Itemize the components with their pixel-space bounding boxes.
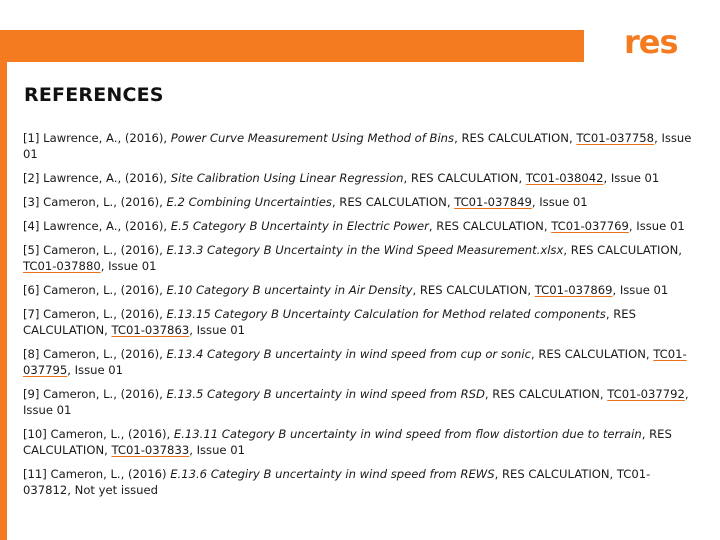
ref-org: RES CALCULATION, bbox=[436, 219, 548, 233]
ref-authors: Cameron, L., (2016), bbox=[43, 283, 163, 297]
ref-number: [4] bbox=[23, 219, 40, 233]
ref-issue: Issue 01 bbox=[196, 323, 245, 337]
ref-issue: Issue 01 bbox=[74, 363, 124, 377]
reference-item-10: [10] Cameron, L., (2016), E.13.11 Category B uncertainty in wind speed from flow distortion due to terrain, RES CALCULATION, TC01-037833, Issue 01 bbox=[23, 427, 672, 457]
ref-title: E.13.4 Category B uncertainty in wind speed from cup or sonic bbox=[166, 347, 531, 361]
ref-authors: Cameron, L., (2016), bbox=[50, 427, 171, 441]
ref-number: [1] bbox=[23, 131, 40, 145]
res-logo: res bbox=[624, 23, 678, 61]
ref-authors: Cameron, L., (2016), bbox=[43, 387, 163, 401]
ref-issue: Issue 01 bbox=[23, 131, 692, 161]
ref-org: RES CALCULATION, bbox=[492, 387, 604, 401]
reference-item-1: [1] Lawrence, A., (2016), Power Curve Measurement Using Method of Bins, RES CALCULATION, TC01-037758, Issue 01 bbox=[23, 131, 692, 161]
reference-item-5: [5] Cameron, L., (2016), E.13.3 Category B Uncertainty in the Wind Speed Measurement.xlsx, RES CALCULATION, TC01-037880, Issue 01 bbox=[23, 243, 682, 273]
ref-org: RES CALCULATION, bbox=[339, 195, 451, 209]
ref-code-link[interactable]: TC01-037758 bbox=[576, 131, 655, 145]
ref-issue: Issue 01 bbox=[610, 171, 660, 185]
ref-number: [8] bbox=[23, 347, 40, 361]
header-accent-bar bbox=[0, 30, 584, 62]
ref-code-link[interactable]: TC01-037795 bbox=[23, 347, 687, 377]
ref-issue: Issue 01 bbox=[619, 283, 669, 297]
ref-code-link[interactable]: TC01-037769 bbox=[551, 219, 629, 233]
ref-issue: Issue 01 bbox=[108, 259, 157, 273]
ref-code-link[interactable]: TC01-038042 bbox=[525, 171, 604, 185]
ref-issue: Not yet issued bbox=[74, 483, 159, 497]
reference-item-3: [3] Cameron, L., (2016), E.2 Combining Uncertainties, RES CALCULATION, TC01-037849, Issue 01 bbox=[23, 195, 588, 209]
reference-item-7: [7] Cameron, L., (2016), E.13.15 Category B Uncertainty Calculation for Method related components, RES CALCULATION, TC01-037863, Issue 01 bbox=[23, 307, 636, 337]
ref-org: RES CALCULATION, bbox=[23, 307, 636, 337]
ref-number: [10] bbox=[23, 427, 47, 441]
ref-authors: Cameron, L., (2016), bbox=[43, 243, 163, 257]
ref-org: RES CALCULATION, bbox=[410, 171, 523, 185]
ref-issue: Issue 01 bbox=[636, 219, 685, 233]
ref-authors: Cameron, L., (2016), bbox=[43, 347, 163, 361]
ref-title: E.13.6 Categiry B uncertainty in wind speed from REWS bbox=[170, 467, 495, 481]
reference-item-11: [11] Cameron, L., (2016) E.13.6 Categiry B uncertainty in wind speed from REWS, RES CALCULATION, TC01-037812, Not yet issued bbox=[23, 467, 651, 497]
ref-code-link[interactable]: TC01-037880 bbox=[23, 259, 101, 273]
ref-number: [7] bbox=[23, 307, 40, 321]
ref-authors: Cameron, L., (2016) bbox=[50, 467, 167, 481]
reference-item-6: [6] Cameron, L., (2016), E.10 Category B uncertainty in Air Density, RES CALCULATION, TC01-037869, Issue 01 bbox=[23, 283, 669, 297]
reference-item-2: [2] Lawrence, A., (2016), Site Calibration Using Linear Regression, RES CALCULATION, TC01-038042, Issue 01 bbox=[23, 171, 660, 185]
ref-org: RES CALCULATION, bbox=[570, 243, 682, 257]
ref-authors: Lawrence, A., (2016), bbox=[43, 171, 168, 185]
ref-code-link[interactable]: TC01-037863 bbox=[111, 323, 190, 337]
reference-item-4: [4] Lawrence, A., (2016), E.5 Category B Uncertainty in Electric Power, RES CALCULATION, TC01-037769, Issue 01 bbox=[23, 219, 685, 233]
ref-authors: Cameron, L., (2016), bbox=[43, 195, 163, 209]
ref-issue: Issue 01 bbox=[196, 443, 245, 457]
ref-title: E.13.11 Category B uncertainty in wind speed from flow distortion due to terrain bbox=[173, 427, 642, 441]
reference-item-8: [8] Cameron, L., (2016), E.13.4 Category B uncertainty in wind speed from cup or sonic, RES CALCULATION, TC01-037795, Issue 01 bbox=[23, 347, 687, 377]
ref-authors: Lawrence, A., (2016), bbox=[43, 131, 168, 145]
ref-org: RES CALCULATION, bbox=[501, 467, 614, 481]
side-accent-bar bbox=[0, 62, 7, 540]
ref-title: Power Curve Measurement Using Method of Bins bbox=[170, 131, 455, 145]
ref-code-link[interactable]: TC01-037869 bbox=[534, 283, 613, 297]
ref-issue: Issue 01 bbox=[539, 195, 588, 209]
ref-code-link[interactable]: TC01-037849 bbox=[454, 195, 532, 209]
page-title: REFERENCES bbox=[24, 84, 164, 106]
ref-title: E.13.15 Category B Uncertainty Calculation for Method related components bbox=[166, 307, 606, 321]
ref-number: [6] bbox=[23, 283, 40, 297]
ref-number: [11] bbox=[23, 467, 47, 481]
ref-code-link[interactable]: TC01-037833 bbox=[111, 443, 190, 457]
ref-authors: Lawrence, A., (2016), bbox=[43, 219, 168, 233]
ref-number: [2] bbox=[23, 171, 40, 185]
ref-org: RES CALCULATION, bbox=[461, 131, 573, 145]
ref-title: Site Calibration Using Linear Regression bbox=[170, 171, 404, 185]
ref-issue: Issue 01 bbox=[23, 403, 72, 417]
ref-title: E.13.5 Category B uncertainty in wind speed from RSD bbox=[166, 387, 485, 401]
ref-code-link[interactable]: TC01-037792 bbox=[607, 387, 685, 401]
ref-title: E.13.3 Category B Uncertainty in the Wind Speed Measurement.xlsx bbox=[166, 243, 564, 257]
ref-title: E.10 Category B uncertainty in Air Density bbox=[166, 283, 413, 297]
ref-number: [9] bbox=[23, 387, 40, 401]
ref-number: [5] bbox=[23, 243, 40, 257]
ref-code: TC01-037812, bbox=[23, 467, 651, 497]
ref-title: E.2 Combining Uncertainties bbox=[166, 195, 332, 209]
ref-title: E.5 Category B Uncertainty in Electric Power bbox=[170, 219, 429, 233]
reference-item-9: [9] Cameron, L., (2016), E.13.5 Category B uncertainty in wind speed from RSD, RES CALCULATION, TC01-037792, Issue 01 bbox=[23, 387, 689, 417]
ref-number: [3] bbox=[23, 195, 40, 209]
ref-org: RES CALCULATION, bbox=[538, 347, 650, 361]
ref-authors: Cameron, L., (2016), bbox=[43, 307, 163, 321]
ref-org: RES CALCULATION, bbox=[23, 427, 672, 457]
reference-list bbox=[23, 130, 693, 506]
ref-org: RES CALCULATION, bbox=[419, 283, 532, 297]
